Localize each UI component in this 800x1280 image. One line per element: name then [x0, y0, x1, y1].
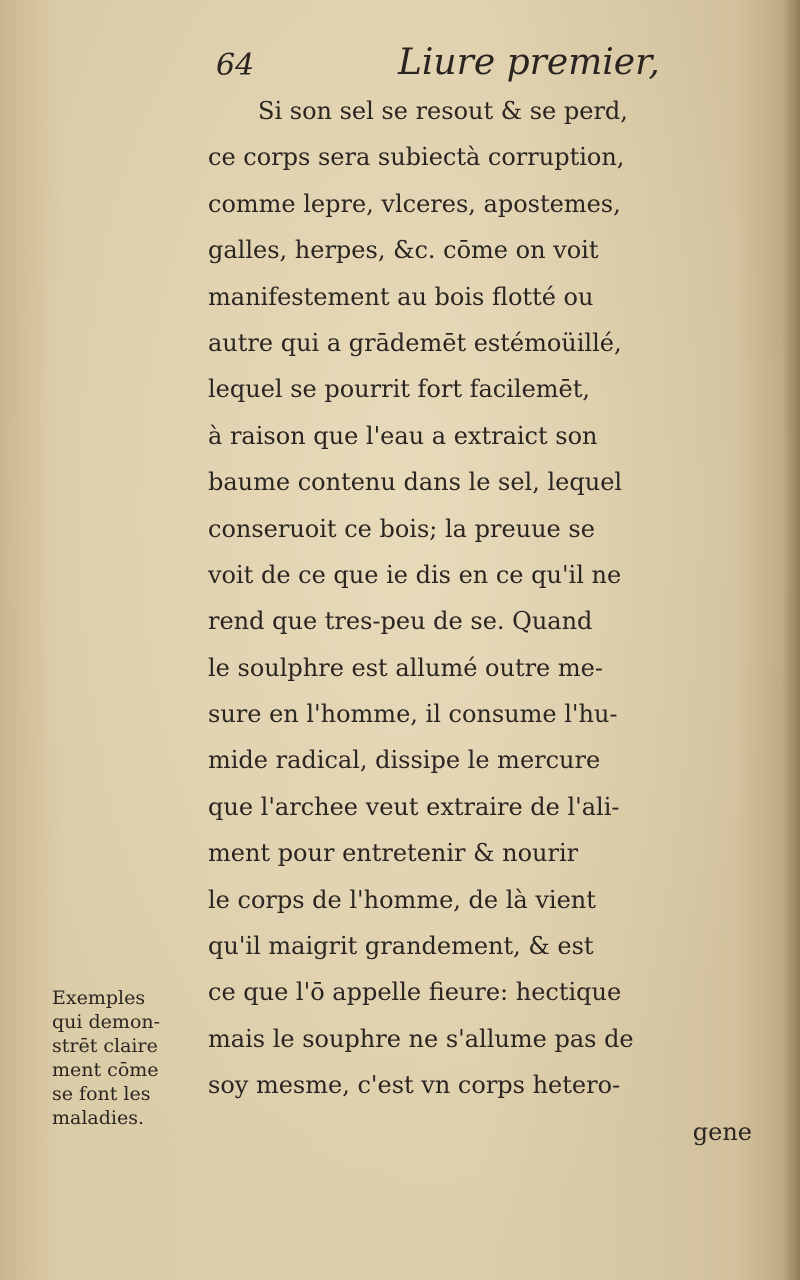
margin-note-line: se font les [52, 1083, 151, 1105]
page-header [0, 38, 800, 88]
text-line: sure en l'homme, il consume l'hu- [208, 700, 618, 729]
margin-note [52, 986, 192, 1130]
body-text [208, 88, 768, 1155]
text-line: galles, herpes, &c. cōme on voit [208, 236, 599, 265]
text-line: ce que l'ō appelle fieure: hectique [208, 978, 622, 1007]
text-line: le soulphre est allumé outre me- [208, 653, 603, 682]
page-number: 64 [216, 48, 255, 83]
margin-note-line: ment cōme [52, 1059, 159, 1081]
text-line: que l'archee veut extraire de l'ali- [208, 792, 620, 821]
text-line: rend que tres-peu de se. Quand [208, 607, 593, 636]
text-line: comme lepre, vlceres, apostemes, [208, 189, 621, 218]
margin-note-line: qui demon- [52, 1011, 161, 1033]
margin-note-line: maladies. [52, 1107, 145, 1129]
text-line: à raison que l'eau a extraict son [208, 421, 598, 450]
text-line: conseruoit ce bois; la preuue se [208, 514, 595, 543]
margin-note-line: strēt claire [52, 1035, 158, 1057]
text-line: mais le souphre ne s'allume pas de [208, 1024, 634, 1053]
catchword: gene [692, 1117, 752, 1146]
page-edge-shadow [782, 0, 800, 1280]
running-title: Liure premier, [398, 42, 660, 83]
text-line: lequel se pourrit fort facilemēt, [208, 375, 591, 404]
text-line: autre qui a grādemēt estémoüillé, [208, 328, 622, 357]
text-line: ce corps sera subiectà corruption, [208, 143, 625, 172]
margin-note-line: Exemples [52, 987, 146, 1009]
text-line: ment pour entretenir & nourir [208, 839, 579, 868]
text-line: baume contenu dans le sel, lequel [208, 468, 623, 497]
text-line: Si son sel se resout & se perd, [258, 97, 628, 125]
text-line: mide radical, dissipe le mercure [208, 746, 601, 775]
text-line: qu'il maigrit grandement, & est [208, 932, 594, 961]
text-line: manifestement au bois flotté ou [208, 282, 594, 311]
text-line: le corps de l'homme, de là vient [208, 885, 596, 914]
text-line: soy mesme, c'est vn corps hetero- [208, 1071, 621, 1100]
text-line: voit de ce que ie dis en ce qu'il ne [208, 560, 622, 589]
